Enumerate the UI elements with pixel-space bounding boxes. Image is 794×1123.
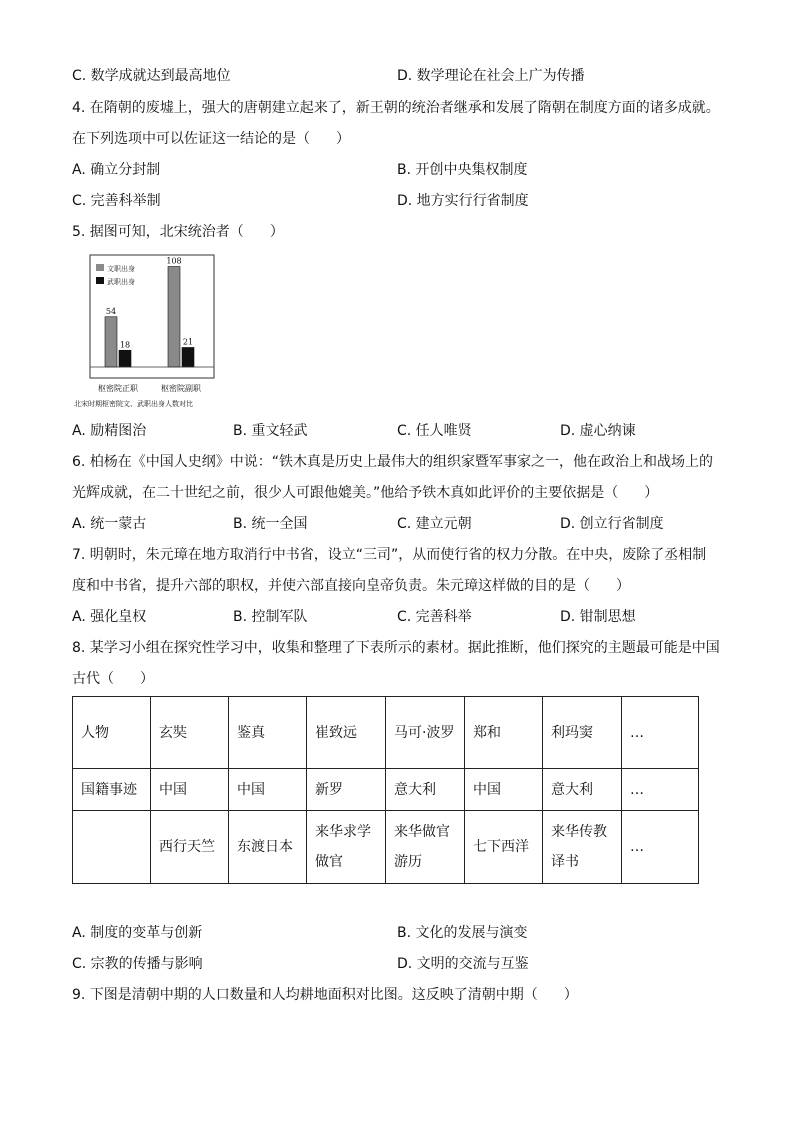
q4-stem-line2: 在下列选项中可以佐证这一结论的是（ ）	[72, 131, 350, 147]
table-cell: 来华传教译书	[543, 811, 622, 884]
table-cell: 郑和	[465, 697, 543, 769]
q5-option-a: A. 励精图治	[72, 423, 147, 439]
table-cell: 中国	[465, 769, 543, 811]
bar-value-label: 54	[105, 306, 117, 316]
table-cell: 来华做官游历	[386, 811, 465, 884]
q8-option-d: D. 文明的交流与互鉴	[397, 956, 529, 972]
bar-civil	[168, 267, 180, 367]
table-cell	[73, 811, 151, 884]
q5-option-c: C. 任人唯贤	[397, 423, 472, 439]
q8-option-a: A. 制度的变革与创新	[72, 925, 203, 941]
table-cell: 西行天竺	[151, 811, 229, 884]
officials-bar-chart	[72, 254, 244, 414]
q7-option-c: C. 完善科举	[397, 609, 472, 625]
q7-stem-line1: 7. 明朝时，朱元璋在地方取消行中书省，设立“三司”，从而使行省的权力分散。在中央，废除了丞相制	[72, 547, 707, 563]
legend-label: 武职出身	[107, 278, 135, 286]
q5-option-b: B. 重文轻武	[233, 423, 308, 439]
q7-option-b: B. 控制军队	[233, 609, 308, 625]
table-cell: 中国	[151, 769, 229, 811]
q3-option-d: D. 数学理论在社会上广为传播	[397, 68, 585, 84]
table-cell: 鉴真	[229, 697, 307, 769]
q5-option-d: D. 虚心纳谏	[560, 423, 636, 439]
table-cell: 中国	[229, 769, 307, 811]
table-row	[73, 811, 699, 884]
q8-option-b: B. 文化的发展与演变	[397, 925, 528, 941]
legend-swatch	[96, 277, 104, 284]
q6-stem-line1: 6. 柏杨在《中国人史纲》中说：“铁木真是历史上最伟大的组织家暨军事家之一，他在政治上和战场上的	[72, 454, 714, 470]
table-cell: 来华求学做官	[307, 811, 386, 884]
legend-swatch	[96, 264, 104, 271]
bar-civil	[105, 317, 117, 367]
q6-option-b: B. 统一全国	[233, 516, 308, 532]
q8-material-table	[72, 696, 699, 884]
q4-stem-line1: 4. 在隋朝的废墟上，强大的唐朝建立起来了，新王朝的统治者继承和发展了隋朝在制度方面的诸多成就。	[72, 100, 720, 116]
category-label: 枢密院正职	[98, 384, 138, 393]
q3-option-c: C. 数学成就达到最高地位	[72, 68, 231, 84]
table-cell: 意大利	[543, 769, 622, 811]
table-cell: 马可·波罗	[386, 697, 465, 769]
q8-stem-line1: 8. 某学习小组在探究性学习中，收集和整理了下表所示的素材。据此推断，他们探究的主题最可能是中国	[72, 640, 720, 656]
bar-value-label: 18	[119, 340, 131, 350]
table-cell: 国籍事迹	[73, 769, 151, 811]
table-cell: 新罗	[307, 769, 386, 811]
bar-military	[119, 350, 131, 367]
q7-stem-line2: 度和中书省，提升六部的职权，并使六部直接向皇帝负责。朱元璋这样做的目的是（ ）	[72, 578, 630, 594]
table-cell: 七下西洋	[465, 811, 543, 884]
bar-value-label: 21	[182, 337, 194, 347]
q8-option-c: C. 宗教的传播与影响	[72, 956, 203, 972]
q4-option-b: B. 开创中央集权制度	[397, 162, 528, 178]
bar-military	[182, 347, 194, 367]
bar-value-label: 108	[166, 256, 182, 266]
q4-option-c: C. 完善科举制	[72, 193, 161, 209]
q6-stem-line2: 光辉成就，在二十世纪之前，很少人可跟他媲美。”他给予铁木真如此评价的主要依据是（ ）	[72, 485, 659, 501]
table-cell: …	[622, 811, 699, 884]
q4-option-a: A. 确立分封制	[72, 162, 161, 178]
q6-option-d: D. 创立行省制度	[560, 516, 664, 532]
q6-option-a: A. 统一蒙古	[72, 516, 147, 532]
q7-option-a: A. 强化皇权	[72, 609, 147, 625]
table-cell: 玄奘	[151, 697, 229, 769]
table-row	[73, 769, 699, 811]
table-cell: …	[622, 769, 699, 811]
table-cell: …	[622, 697, 699, 769]
chart-caption: 北宋时期枢密院文、武职出身人数对比	[74, 400, 193, 408]
table-cell: 利玛窦	[543, 697, 622, 769]
table-cell: 人物	[73, 697, 151, 769]
table-row	[73, 697, 699, 769]
q7-option-d: D. 钳制思想	[560, 609, 636, 625]
table-cell: 东渡日本	[229, 811, 307, 884]
q9-stem: 9. 下图是清朝中期的人口数量和人均耕地面积对比图。这反映了清朝中期（ ）	[72, 987, 578, 1003]
q4-option-d: D. 地方实行行省制度	[397, 193, 529, 209]
table-cell: 崔致远	[307, 697, 386, 769]
q5-stem: 5. 据图可知，北宋统治者（ ）	[72, 224, 284, 240]
category-label: 枢密院副职	[161, 384, 201, 393]
table-cell: 意大利	[386, 769, 465, 811]
q8-stem-line2: 古代（ ）	[72, 671, 154, 687]
q6-option-c: C. 建立元朝	[397, 516, 472, 532]
legend-label: 文职出身	[107, 265, 135, 273]
